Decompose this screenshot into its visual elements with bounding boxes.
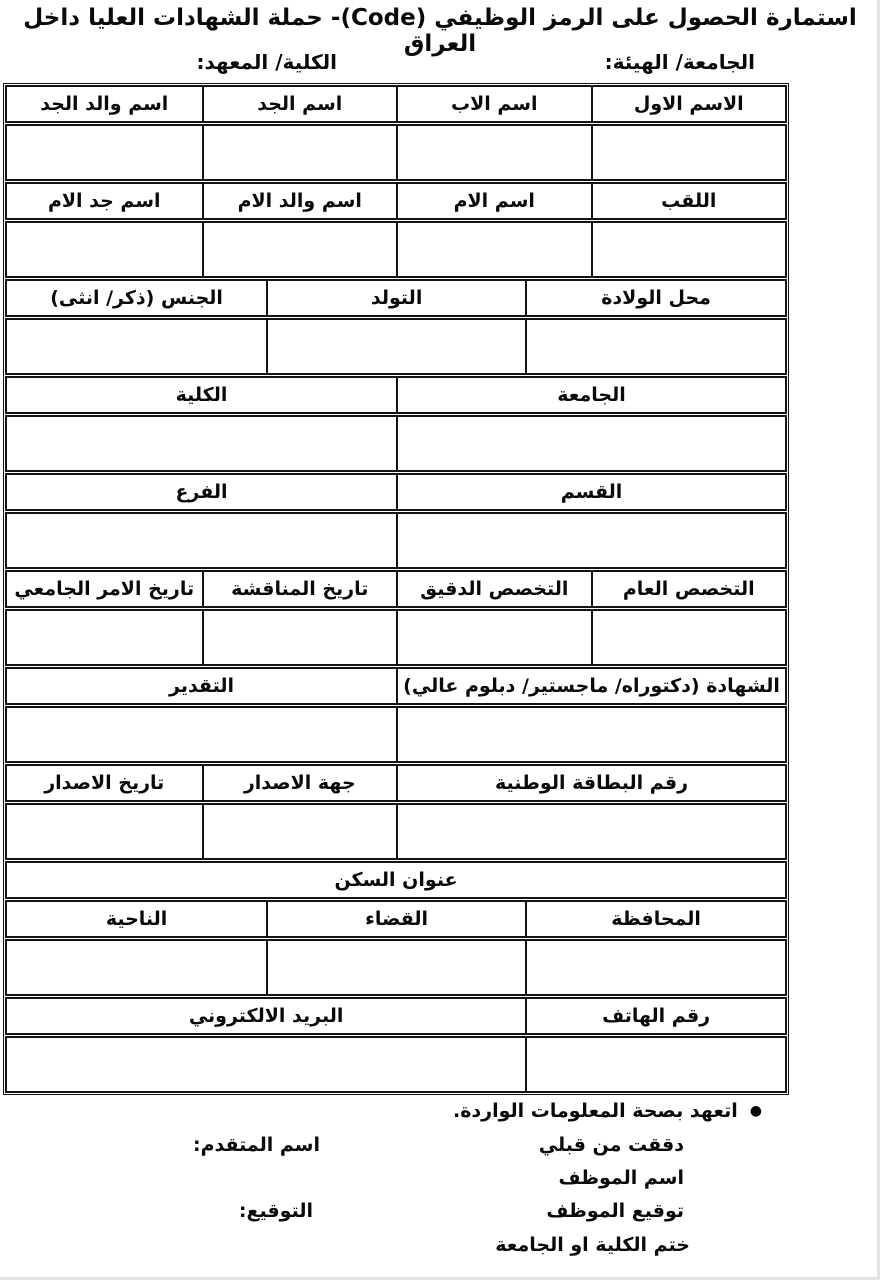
signature-label: التوقيع: [238, 1200, 313, 1222]
field-input-cell[interactable] [7, 126, 202, 179]
field-input-row [5, 706, 787, 763]
field-label-cell: الشهادة (دكتوراه/ ماجستير/ دبلوم عالي) [396, 669, 785, 703]
field-input-row [5, 221, 787, 278]
field-label-cell: المحافظة [525, 902, 785, 936]
field-label-row [5, 570, 787, 608]
field-input-cell[interactable] [591, 126, 786, 179]
employee-name-label: اسم الموظف [558, 1167, 684, 1189]
field-label-cell: التخصص الدقيق [396, 572, 591, 606]
field-label-row [5, 861, 787, 899]
checked-by-label: دققت من قبلي [538, 1134, 684, 1156]
field-label-cell: تاريخ المناقشة [202, 572, 397, 606]
field-input-row [5, 318, 787, 375]
field-label-row [5, 182, 787, 220]
field-input-row [5, 1036, 787, 1093]
pledge-text: اتعهد بصحة المعلومات الواردة. [453, 1100, 738, 1122]
field-input-cell[interactable] [396, 417, 785, 470]
field-label-cell: التقدير [169, 675, 235, 697]
field-label-cell: اسم الجد [202, 87, 397, 121]
field-input-cell[interactable] [396, 223, 591, 276]
field-input-cell[interactable] [396, 514, 785, 567]
field-input-cell[interactable] [266, 941, 525, 994]
field-input-row [5, 609, 787, 666]
field-label-cell: التخصص العام [591, 572, 786, 606]
field-input-cell[interactable] [7, 417, 396, 470]
field-input-cell[interactable] [396, 611, 591, 664]
field-label-cell: الجامعة [396, 378, 785, 412]
field-label-cell: محل الولادة [525, 281, 785, 315]
field-label-row [5, 997, 787, 1035]
field-input-cell[interactable] [396, 126, 591, 179]
field-input-cell[interactable] [7, 514, 396, 567]
field-input-cell[interactable] [525, 320, 785, 373]
field-label-cell: تاريخ الامر الجامعي [14, 578, 195, 600]
field-label-row [5, 900, 787, 938]
employee-signature-label: توقيع الموظف [546, 1200, 684, 1222]
field-input-cell[interactable] [7, 320, 266, 373]
field-input-cell[interactable] [202, 126, 397, 179]
field-input-cell[interactable] [202, 611, 397, 664]
field-label-cell: رقم الهاتف [525, 999, 785, 1033]
field-input-row [5, 512, 787, 569]
field-label-cell: اسم الام [396, 184, 591, 218]
field-label-cell: الفرع [175, 481, 228, 503]
field-label-cell: اسم والد الام [202, 184, 397, 218]
form-title: استمارة الحصول على الرمز الوظيفي (Code)- حملة الشهادات العليا داخل العراق [23, 5, 857, 57]
field-label-cell: الناحية [105, 908, 168, 930]
field-input-cell[interactable] [7, 805, 202, 858]
field-input-row [5, 124, 787, 181]
university-authority-label: الجامعة/ الهيئة: [604, 50, 755, 74]
field-input-cell[interactable] [525, 1038, 785, 1091]
field-label-cell: اسم الاب [396, 87, 591, 121]
field-label-cell: رقم البطاقة الوطنية [396, 766, 785, 800]
field-label-cell: القضاء [266, 902, 525, 936]
field-input-cell[interactable] [525, 941, 785, 994]
stamp-label: ختم الكلية او الجامعة [495, 1234, 690, 1256]
field-input-cell[interactable] [7, 941, 266, 994]
form-table [3, 83, 789, 1095]
field-input-cell[interactable] [7, 611, 202, 664]
college-institute-label: الكلية/ المعهد: [196, 50, 337, 74]
field-input-cell[interactable] [7, 223, 202, 276]
field-label-row [5, 764, 787, 802]
field-input-cell[interactable] [396, 805, 785, 858]
field-label-cell: الجنس (ذكر/ انثى) [50, 287, 223, 309]
field-label-row [5, 473, 787, 511]
field-label-row [5, 376, 787, 414]
field-label-cell: تاريخ الاصدار [44, 772, 165, 794]
field-label-cell: الكلية [175, 384, 228, 406]
field-label-cell: الاسم الاول [591, 87, 786, 121]
field-label-row [5, 667, 787, 705]
field-input-cell[interactable] [202, 223, 397, 276]
field-label-cell: اسم جد الام [47, 190, 161, 212]
field-label-cell: اللقب [591, 184, 786, 218]
applicant-name-label: اسم المتقدم: [192, 1134, 320, 1156]
field-label-row [5, 85, 787, 123]
field-input-cell[interactable] [591, 611, 786, 664]
field-input-row [5, 803, 787, 860]
field-label-cell: القسم [396, 475, 785, 509]
field-input-cell[interactable] [396, 708, 785, 761]
field-input-cell[interactable] [202, 805, 397, 858]
field-input-cell[interactable] [7, 1038, 525, 1091]
field-input-cell[interactable] [7, 708, 396, 761]
pledge-line [453, 1100, 762, 1122]
field-input-row [5, 415, 787, 472]
bullet-icon: ● [749, 1103, 762, 1119]
field-input-cell[interactable] [266, 320, 525, 373]
field-label-cell: عنوان السكن [334, 869, 458, 891]
field-label-cell: جهة الاصدار [202, 766, 397, 800]
field-input-cell[interactable] [591, 223, 786, 276]
field-label-cell: اسم والد الجد [40, 93, 169, 115]
field-label-row [5, 279, 787, 317]
field-input-row [5, 939, 787, 996]
field-label-cell: التولد [266, 281, 525, 315]
field-label-cell: البريد الالكتروني [188, 1005, 344, 1027]
